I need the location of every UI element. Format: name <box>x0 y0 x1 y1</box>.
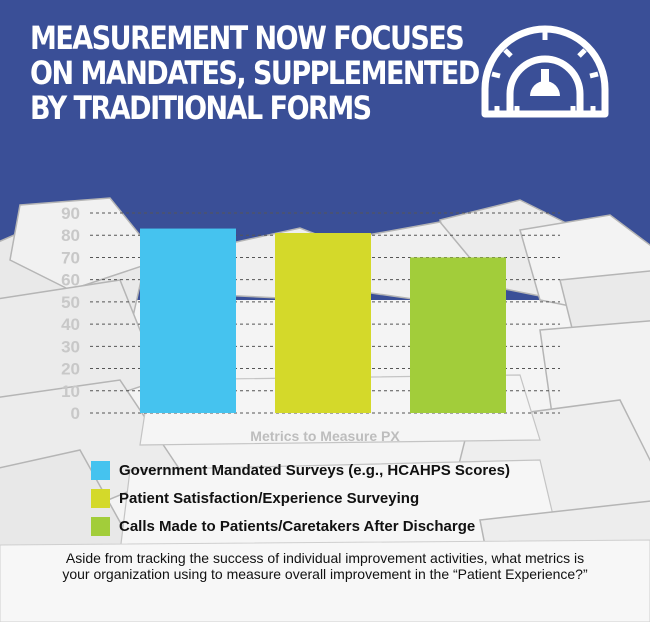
y-tick-label: 80 <box>61 226 80 246</box>
y-tick-label: 70 <box>61 248 80 268</box>
y-tick-label: 30 <box>61 337 80 357</box>
y-tick-label: 20 <box>61 359 80 379</box>
title-line-1: MEASUREMENT NOW FOCUSES <box>30 20 464 58</box>
title-line-2: ON MANDATES, SUPPLEMENTED <box>30 55 479 93</box>
x-axis-label: Metrics to Measure PX <box>250 428 400 444</box>
y-tick-label: 50 <box>61 292 80 312</box>
legend-item-calls-after-discharge <box>91 515 475 537</box>
survey-question: Aside from tracking the success of individual improvement activities, what metrics is your organization using to measure overall improvement in the “Patient Experience?” <box>62 550 588 582</box>
legend-swatch <box>91 489 110 508</box>
bar-3 <box>410 257 506 413</box>
bar-1 <box>140 229 236 413</box>
y-tick-label: 0 <box>70 404 80 423</box>
y-tick-label: 90 <box>61 204 80 223</box>
legend-label: Government Mandated Surveys (e.g., HCAHPS Scores) <box>119 461 510 479</box>
title-line-3: BY TRADITIONAL FORMS <box>30 90 371 128</box>
legend-item-government-surveys <box>91 459 510 481</box>
y-tick-label: 10 <box>61 381 80 401</box>
legend-label: Patient Satisfaction/Experience Surveying <box>119 489 420 507</box>
legend-item-patient-surveying <box>91 487 419 509</box>
legend-label: Calls Made to Patients/Caretakers After Discharge <box>119 517 476 535</box>
y-tick-label: 60 <box>61 270 80 290</box>
bar-2 <box>275 233 371 413</box>
legend-swatch <box>91 517 110 536</box>
legend-swatch <box>91 461 110 480</box>
y-tick-label: 40 <box>61 315 80 335</box>
